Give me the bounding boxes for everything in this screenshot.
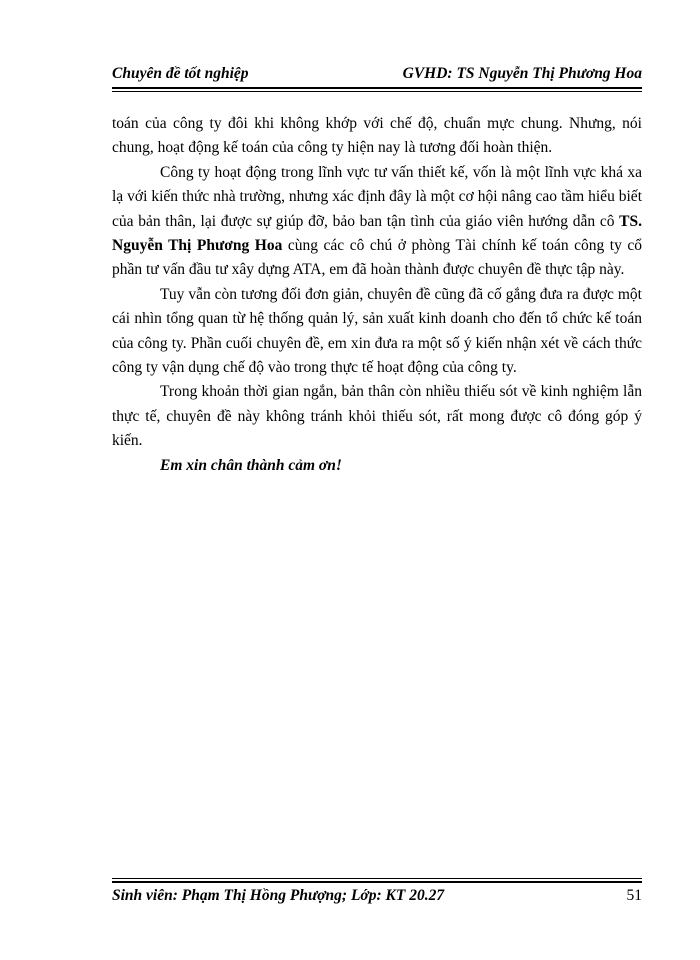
header-advisor: GVHD: TS Nguyễn Thị Phương Hoa <box>402 65 642 82</box>
paragraph-2-text-b: cùng các cô chú ở phòng Tài chính kế toán công ty cổ phần tư vấn đầu tư xây dựng ATA, em đã hoàn thành được chuyên đề thực tập này. <box>112 237 643 279</box>
page-header <box>112 64 642 84</box>
paragraph-3: Tuy vẫn còn tương đối đơn giản, chuyên đề cũng đã cố gắng đưa ra được một cái nhìn tổng quan từ hệ thống quản lý, sản xuất kinh doanh cho đến tổ chức kế toán của công ty. Phần cuối chuyên đề, em xin đưa ra một số ý kiến nhận xét về cách thức công ty vận dụng chế độ vào trong thực tế hoạt động của công ty. <box>112 285 642 377</box>
paragraph-1: toán của công ty đôi khi không khớp với chế độ, chuẩn mực chung. Nhưng, nói chung, hoạt động kế toán của công ty hiện nay là tương đối hoàn thiện. <box>112 115 642 157</box>
header-title: Chuyên đề tốt nghiệp <box>112 65 249 82</box>
header-rule-thin <box>112 91 642 92</box>
advisor-name: TS. Nguyễn Thị Phương Hoa <box>112 212 642 255</box>
closing-thanks: Em xin chân thành cảm ơn! <box>160 456 342 474</box>
header-rule-thick <box>112 87 642 89</box>
body-text <box>112 112 642 478</box>
paragraph-4: Trong khoản thời gian ngắn, bản thân còn nhiều thiếu sót về kinh nghiệm lẫn thực tế, chuyên đề này không tránh khỏi thiếu sót, rất mong được cô đóng góp ý kiến. <box>112 383 642 450</box>
paragraph-2-text-a: Công ty hoạt động trong lĩnh vực tư vấn thiết kế, vốn là một lĩnh vực khá xa lạ với kiến thức nhà trường, nhưng xác định đây là một cơ hội nâng cao tầm hiểu biết của bản thân, lại được sự giúp đỡ, bảo ban tận tình của giáo viên hướng dẫn cô <box>112 163 642 230</box>
footer-rule-thick <box>112 881 642 883</box>
paragraph-2 <box>112 161 642 283</box>
footer-student-info: Sinh viên: Phạm Thị Hồng Phượng; Lớp: KT 20.27 <box>112 887 445 904</box>
footer-rule-thin <box>112 878 642 879</box>
page-number: 51 <box>626 887 642 904</box>
page-footer <box>112 886 642 906</box>
